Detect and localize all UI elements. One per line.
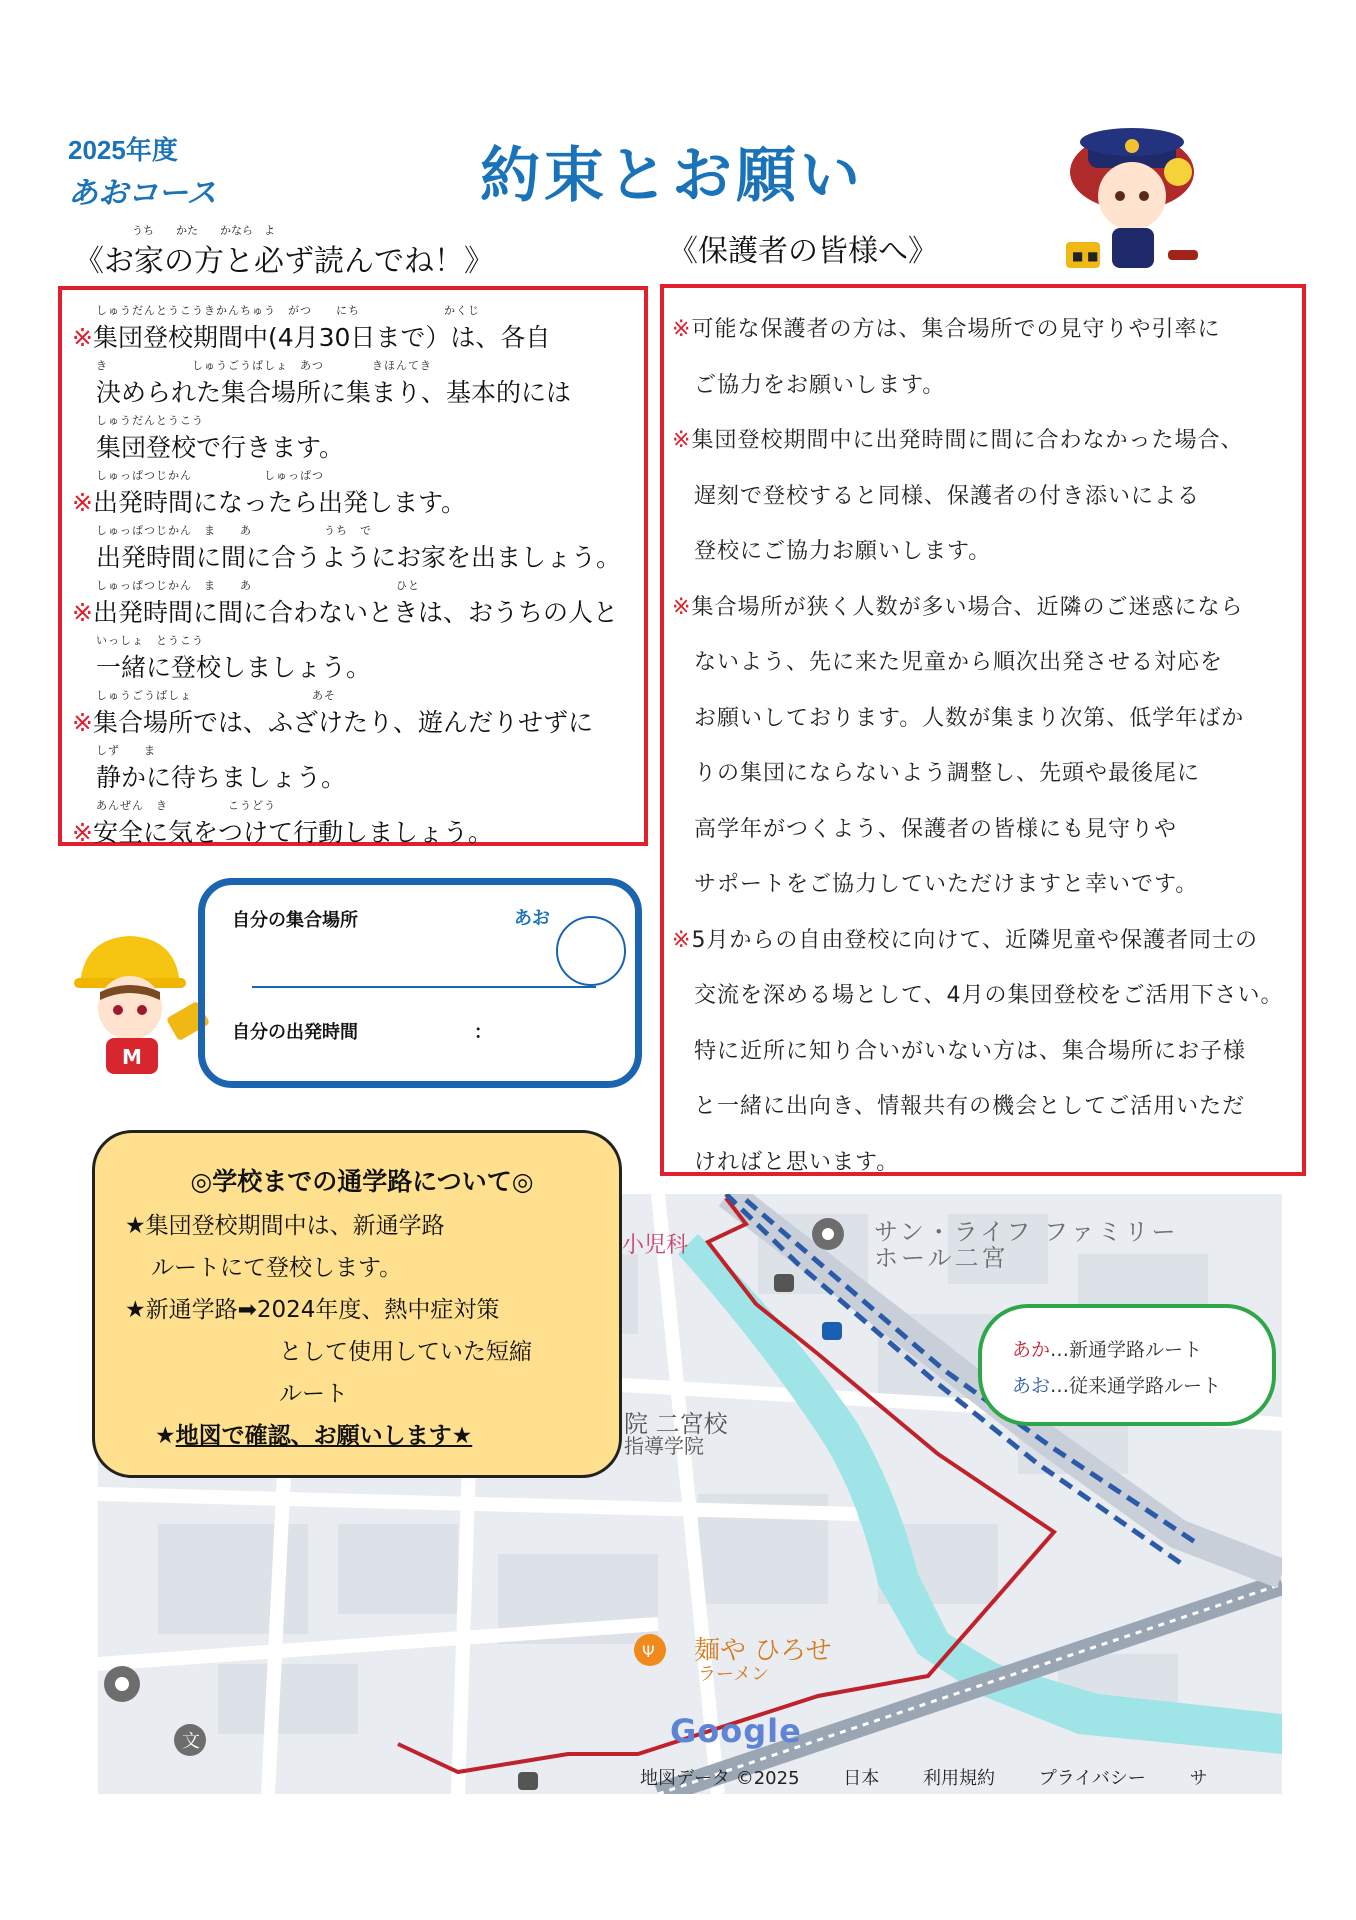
rule-text: 安全に気をつけて行動しましょう。 <box>92 818 493 847</box>
notice-line: 交流を深める場として、4月の集団登校をご活用下さい。 <box>694 983 1284 1008</box>
route-line: ルート <box>279 1381 348 1407</box>
legend-old-route <box>1012 1368 1272 1404</box>
notice-line: 登校にご協力お願いします。 <box>694 539 992 564</box>
legend-blue-name: あお <box>1012 1375 1051 1397</box>
notice-line <box>672 413 1294 469</box>
rule-line: 集団登校で行きます。 <box>96 433 345 462</box>
note-mark: ※ <box>72 708 93 737</box>
notice-text: 5月からの自由登校に向けて、近隣児童や保護者同士の <box>691 927 1258 953</box>
notice-line: 高学年がつくよう、保護者の皆様にも見守りや <box>694 816 1178 842</box>
furigana: しゅっぱつじかん しゅっぱつ <box>96 469 324 482</box>
rule-text: 集団登校期間中(4月30日まで）は、各自 <box>92 323 551 352</box>
svg-text:Ψ: Ψ <box>642 1642 655 1661</box>
rule-text: 出発時間に間に合わないときは、おうちの人と <box>92 598 618 627</box>
police-mascot-icon <box>1058 124 1238 280</box>
svg-text:M: M <box>122 1045 142 1069</box>
route-line: ルートにて登校します。 <box>151 1255 403 1281</box>
notice-line <box>672 302 1294 358</box>
svg-text:■ ■: ■ ■ <box>1072 249 1099 263</box>
legend-blue-text: …従来通学路ルート <box>1050 1375 1222 1397</box>
departure-time-value: ： <box>474 1022 492 1043</box>
left-heading-furigana: うち かた かなら よ <box>132 224 275 237</box>
svg-text:文: 文 <box>182 1731 200 1752</box>
rule-line: 出発時間に間に合うようにお家を出ましょう。 <box>96 543 622 572</box>
notice-line: サポートをご協力していただけますと幸いです。 <box>694 872 1199 897</box>
note-mark: ※ <box>672 317 692 342</box>
student-rules-box <box>58 286 648 846</box>
map-footer <box>640 1764 1246 1790</box>
notice-text: 集合場所が狭く人数が多い場合、近隣のご迷惑になら <box>691 594 1244 620</box>
map-data-credit: 地図データ ©2025 <box>640 1768 800 1789</box>
map-region-link[interactable]: 日本 <box>843 1768 880 1789</box>
google-logo: Google <box>670 1712 802 1750</box>
notice-line <box>672 913 1294 969</box>
note-mark: ※ <box>72 818 93 847</box>
meeting-place-underline <box>252 986 596 988</box>
rule-line: 決められた集合場所に集まり、基本的には <box>96 378 572 407</box>
note-mark: ※ <box>72 323 93 352</box>
furigana: いっしょ とうこう <box>96 634 204 647</box>
furigana: しゅっぱつじかん ま あ うち で <box>96 524 372 537</box>
star-mark: ★ <box>155 1423 176 1449</box>
map-label-ramen: 麺や ひろせ <box>694 1636 832 1666</box>
note-mark: ※ <box>72 488 93 517</box>
rule-line: 一緒に登校しましょう。 <box>96 653 372 682</box>
note-mark: ※ <box>672 428 692 453</box>
map-terms-link[interactable]: 利用規約 <box>923 1768 995 1789</box>
right-heading: 《保護者の皆様へ》 <box>668 234 938 269</box>
furigana: しゅうだんとうこう <box>96 414 204 427</box>
notice-text: 集団登校期間中に出発時間に間に合わなかった場合、 <box>691 428 1244 453</box>
notice-line: と一緒に出向き、情報共有の機会としてご活用いただ <box>694 1094 1246 1119</box>
note-mark: ※ <box>672 594 692 620</box>
notice-line: ご協力をお願いします。 <box>694 372 946 398</box>
map-label-ramen-2: ラーメン <box>698 1664 770 1685</box>
guardian-notice-box <box>660 284 1306 1176</box>
legend-red-name: あか <box>1012 1339 1051 1361</box>
map-more-link[interactable]: サ <box>1189 1768 1208 1789</box>
notice-line: 遅刻で登校すると同様、保護者の付き添いによる <box>694 483 1201 509</box>
course-label: あおコース <box>68 176 217 211</box>
page-title: 約束とお願い <box>480 141 864 211</box>
map-label-hall: サン・ライフ ファミリー <box>874 1218 1179 1246</box>
route-legend <box>978 1304 1276 1426</box>
map-privacy-link[interactable]: プライバシー <box>1038 1768 1146 1789</box>
notice-text: 可能な保護者の方は、集合場所での見守りや引率に <box>691 317 1221 342</box>
map-label-hall-2: ホール二宮 <box>874 1244 1009 1272</box>
notice-line: ないよう、先に来た児童から順次出発させる対応を <box>694 650 1224 675</box>
left-heading: 《お家の方と必ず読んでね！》 <box>74 244 494 279</box>
notice-line: 特に近所に知り合いがいない方は、集合場所にお子様 <box>694 1038 1247 1064</box>
note-mark: ※ <box>72 598 93 627</box>
rule-line <box>72 323 636 353</box>
furigana: しゅっぱつじかん ま あ ひと <box>96 579 420 592</box>
year-label: 2025年度 <box>68 135 178 165</box>
rule-text: 出発時間になったら出発します。 <box>92 488 466 517</box>
furigana: しず ま <box>96 744 156 757</box>
legend-new-route <box>1012 1332 1272 1368</box>
notice-line <box>672 580 1294 636</box>
departure-time-label: 自分の出発時間 <box>232 1022 358 1043</box>
legend-red-text: …新通学路ルート <box>1050 1339 1203 1361</box>
rule-line <box>72 598 636 628</box>
route-line <box>125 1415 599 1457</box>
notice-line: ければと思います。 <box>694 1149 900 1175</box>
rule-line <box>72 818 636 848</box>
notice-line: お願いしております。人数が集まり次第、低学年ばか <box>694 705 1245 731</box>
furigana: あんぜん き こうどう <box>96 799 276 812</box>
rule-text: 集合場所では、ふざけたり、遊んだりせずに <box>92 708 593 737</box>
furigana: しゅうごうばしょ あそ <box>96 689 336 702</box>
rule-line <box>72 708 636 738</box>
route-map-note: 地図で確認、お願いします★ <box>175 1423 473 1449</box>
route-line: として使用していた短縮 <box>279 1339 532 1365</box>
route-heading: ◎学校までの通学路について◎ <box>190 1167 534 1196</box>
map-label-pediatrics: 小児科 <box>622 1233 689 1258</box>
furigana: しゅうだんとうこうきかんちゅう がつ にち かくじ <box>96 304 480 317</box>
notice-line: りの集団にならないよう調整し、先頭や最後尾に <box>694 761 1201 786</box>
map-label-school: 院 二宮校 <box>624 1410 728 1438</box>
rule-line <box>72 488 636 518</box>
meeting-place-circle <box>556 916 626 986</box>
route-info-box <box>92 1130 622 1478</box>
map-label-school-2: 指導学院 <box>624 1434 704 1458</box>
route-line: ★集団登校期間中は、新通学路 <box>125 1213 445 1239</box>
route-line: ★新通学路➡2024年度、熱中症対策 <box>125 1297 500 1323</box>
meeting-place-label: 自分の集合場所 <box>232 910 358 931</box>
meeting-place-value: あお <box>514 908 550 929</box>
furigana: き しゅうごうばしょ あつ きほんてき <box>96 359 432 372</box>
note-mark: ※ <box>672 927 692 953</box>
rule-line: 静かに待ちましょう。 <box>96 763 347 792</box>
